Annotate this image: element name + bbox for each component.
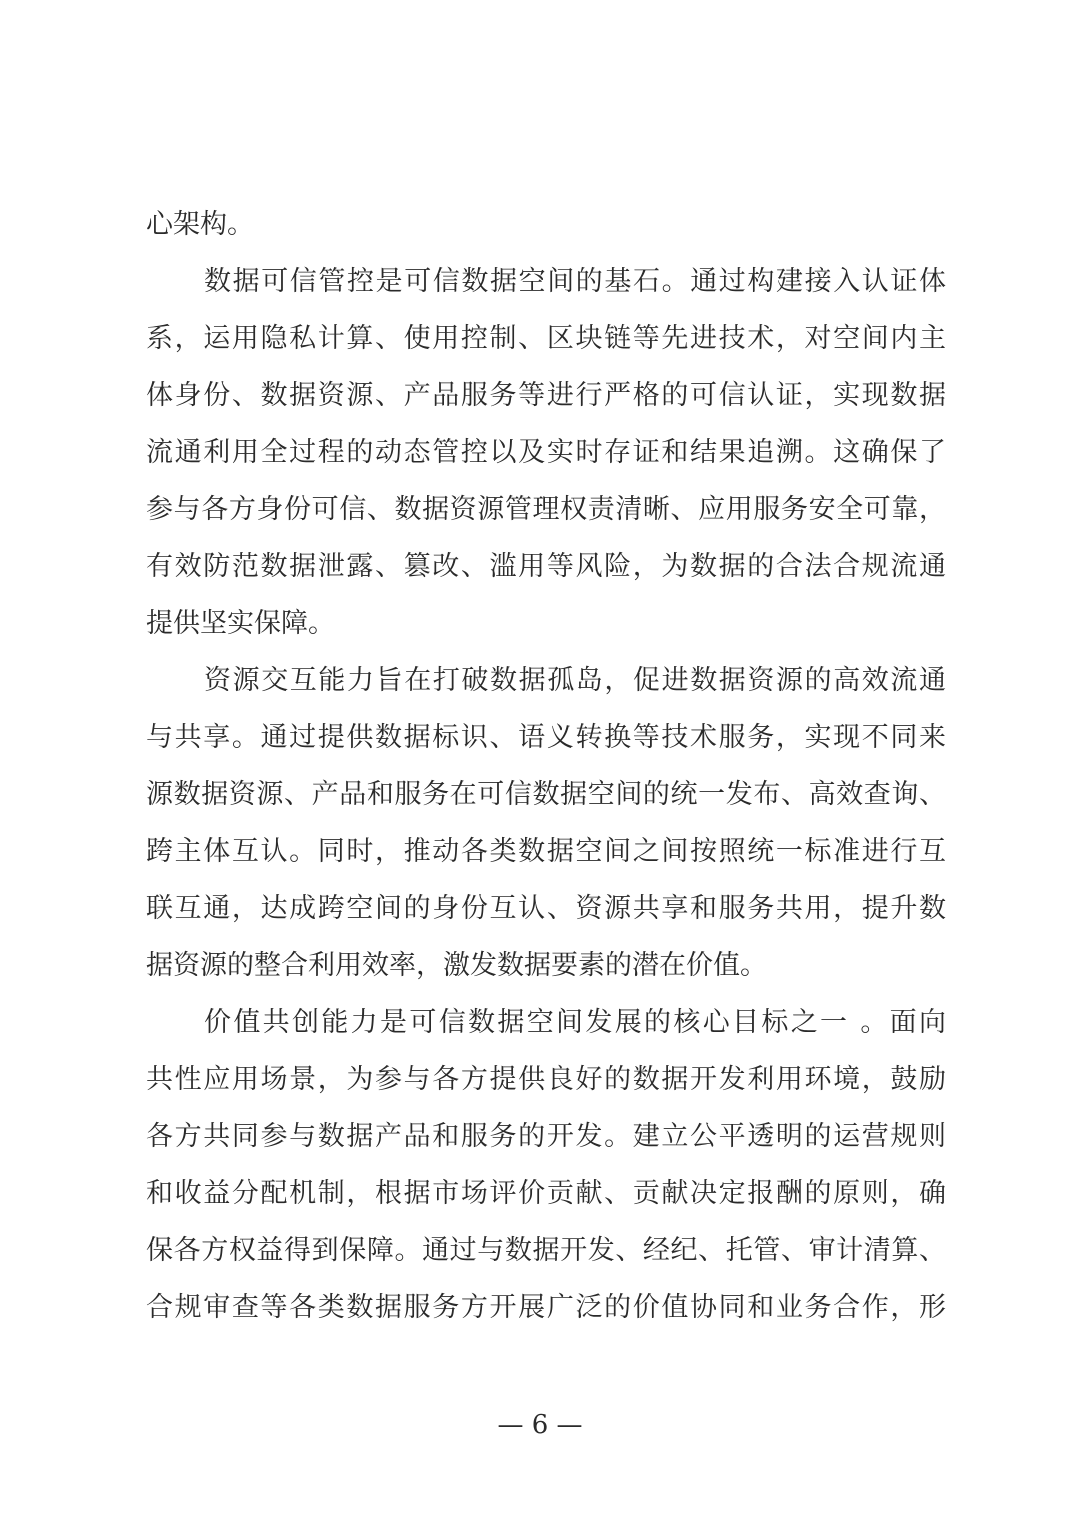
text-line: 联互通，达成跨空间的身份互认、资源共享和服务共用，提升数: [146, 893, 946, 924]
text-line: 据资源的整合利用效率，激发数据要素的潜在价值。: [146, 950, 767, 981]
text-line: 系，运用隐私计算、使用控制、区块链等先进技术，对空间内主: [146, 323, 946, 354]
text-line: 各方共同参与数据产品和服务的开发。建立公平透明的运营规则: [146, 1121, 946, 1152]
text-line: 价值共创能力是可信数据空间发展的核心目标之一 。面向: [204, 1007, 946, 1038]
text-line: 参与各方身份可信、数据资源管理权责清晰、应用服务安全可靠，: [146, 494, 946, 525]
text-line: 源数据资源、产品和服务在可信数据空间的统一发布、高效查询、: [146, 779, 946, 810]
text-line: 资源交互能力旨在打破数据孤岛，促进数据资源的高效流通: [204, 665, 946, 696]
text-line: 体身份、数据资源、产品服务等进行严格的可信认证，实现数据: [146, 380, 946, 411]
body-text: [146, 196, 946, 1336]
page-number: — 6 —: [497, 1410, 583, 1440]
text-line: 有效防范数据泄露、篡改、滥用等风险，为数据的合法合规流通: [146, 551, 946, 582]
text-line: 流通利用全过程的动态管控以及实时存证和结果追溯。这确保了: [146, 437, 946, 468]
text-line: 心架构。: [146, 209, 254, 240]
text-line: 数据可信管控是可信数据空间的基石。通过构建接入认证体: [204, 266, 946, 297]
text-line: 与共享。通过提供数据标识、语义转换等技术服务，实现不同来: [146, 722, 946, 753]
text-line: 保各方权益得到保障。通过与数据开发、经纪、托管、审计清算、: [146, 1235, 946, 1266]
text-line: 共性应用场景，为参与各方提供良好的数据开发利用环境，鼓励: [146, 1064, 946, 1095]
text-line: 跨主体互认。同时，推动各类数据空间之间按照统一标准进行互: [146, 836, 946, 867]
text-line: 提供坚实保障。: [146, 608, 335, 639]
text-line: 和收益分配机制，根据市场评价贡献、贡献决定报酬的原则，确: [146, 1178, 946, 1209]
text-line: 合规审查等各类数据服务方开展广泛的价值协同和业务合作，形: [146, 1292, 946, 1323]
